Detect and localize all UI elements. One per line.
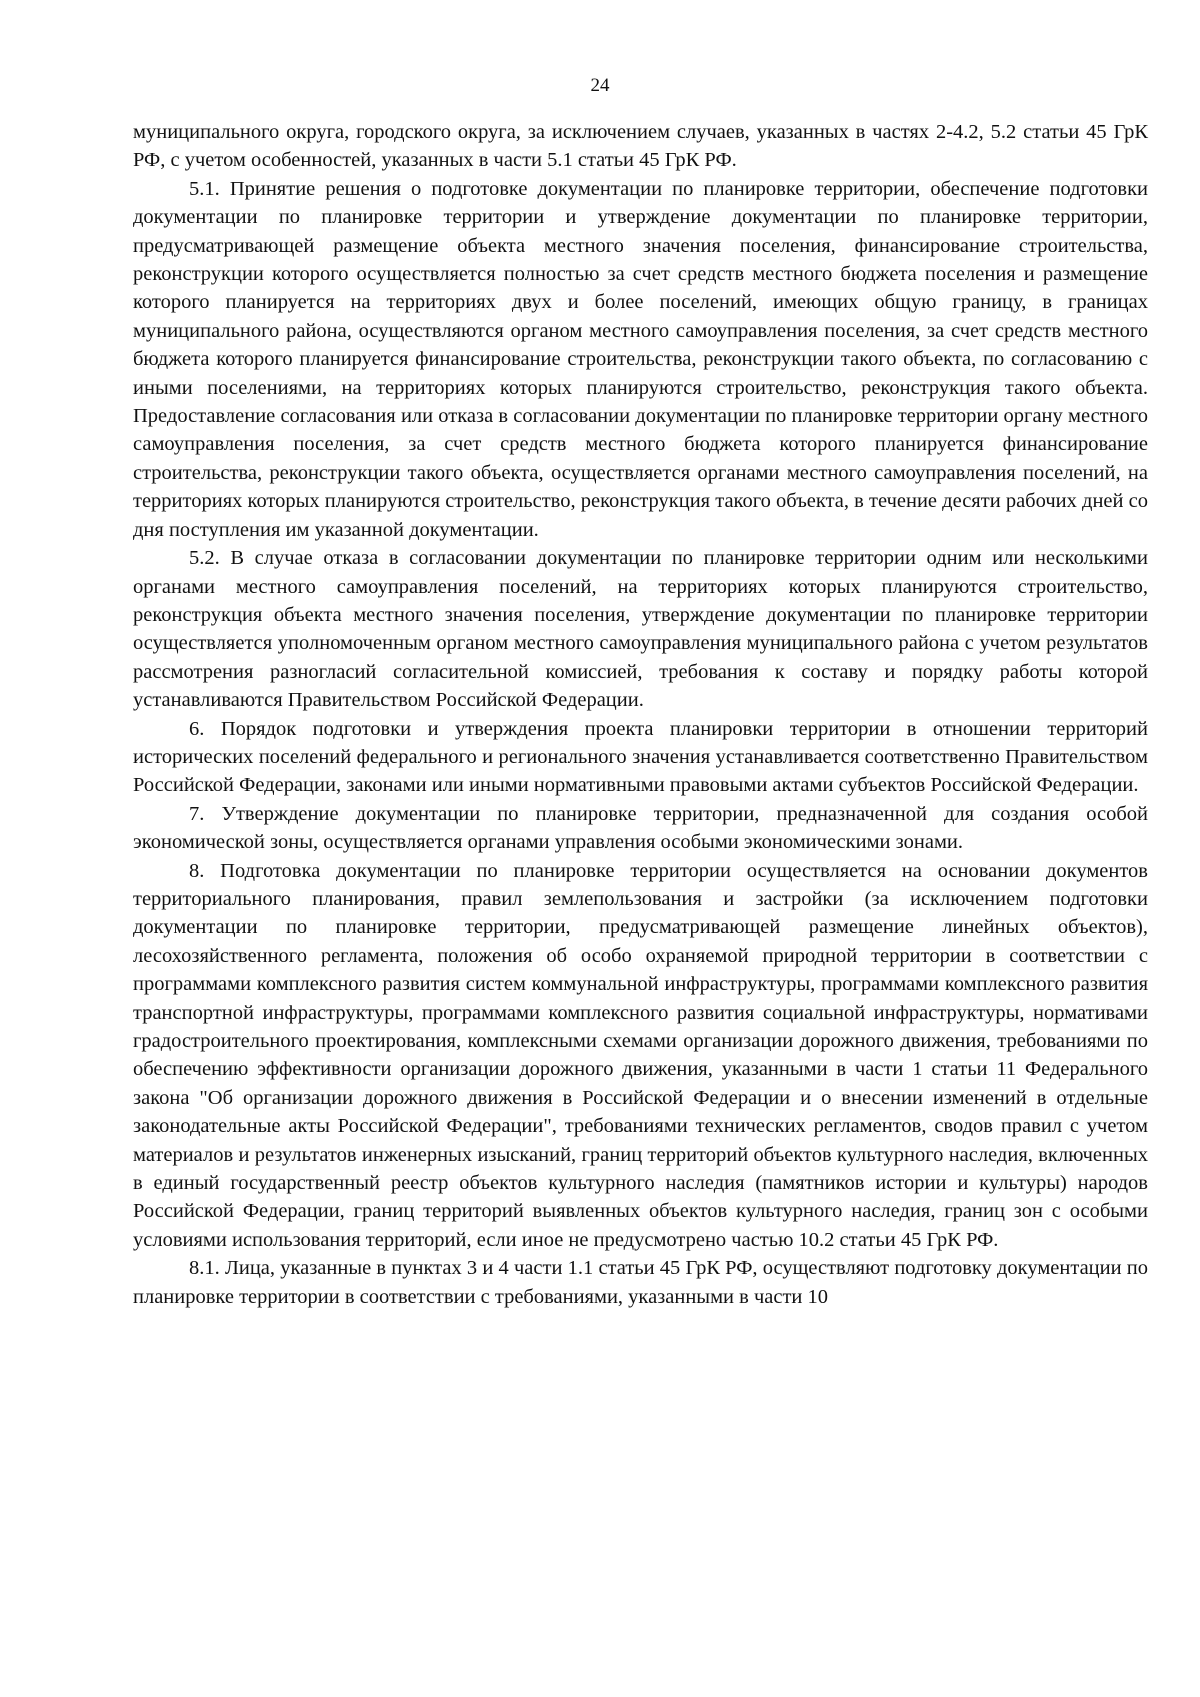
page-number: 24 <box>590 75 610 96</box>
paragraph-continuation: муниципального округа, городского округа, за исключением случаев, указанных в частях 2-4.2, 5.2 статьи 45 ГрК РФ, с учетом особенностей, указанных в части 5.1 статьи 45 ГрК РФ. <box>133 121 1148 172</box>
paragraph-7: 7. Утверждение документации по планировке территории, предназначенной для создания особой экономической зоны, осуществляется органами управления особыми экономическими зонами. <box>133 802 1148 854</box>
paragraph-8-1: 8.1. Лица, указанные в пунктах 3 и 4 части 1.1 статьи 45 ГрК РФ, осуществляют подготовку документации по планировке территории в соответствии с требованиями, указанными в части 10 <box>133 1257 1148 1308</box>
paragraph-8: 8. Подготовка документации по планировке территории осуществляется на основании документов территориального планирования, правил землепользования и застройки (за исключением подготовки документации по планировке территории, предусматривающей размещение линейных объектов), лесохозяйственного регламента, положения об особо охраняемой природной территории в соответствии с программами комплексного развития систем коммунальной инфраструктуры, программами комплексного развития транспортной инфраструктуры, программами комплексного развития социальной инфраструктуры, нормативами градостроительного проектирования, комплексными схемами организации дорожного движения, требованиями по обеспечению эффективности организации дорожного движения, указанными в части 1 статьи 11 Федерального закона "Об организации дорожного движения в Российской Федерации и о внесении изменений в отдельные законодательные акты Российской Федерации", требованиями технических регламентов, сводов правил с учетом материалов и результатов инженерных изысканий, границ территорий объектов культурного наследия, включенных в единый государственный реестр объектов культурного наследия (памятников истории и культуры) народов Российской Федерации, границ территорий выявленных объектов культурного наследия, границ зон с особыми условиями использования территорий, если иное не предусмотрено частью 10.2 статьи 45 ГрК РФ. <box>133 859 1148 1251</box>
paragraph-5-2: 5.2. В случае отказа в согласовании документации по планировке территории одним или несколькими органами местного самоуправления поселений, на территориях которых планируются строительство, реконструкция объекта местного значения поселения, утверждение документации по планировке территории осуществляется уполномоченным органом местного самоуправления муниципального района с учетом результатов рассмотрения разногласий согласительной комиссией, требования к составу и порядку работы которой устанавливаются Правительством Российской Федерации. <box>133 547 1148 712</box>
paragraph-5-1: 5.1. Принятие решения о подготовке документации по планировке территории, обеспечение подготовки документации по планировке территории и утверждение документации по планировке территории, предусматривающей размещение объекта местного значения поселения, финансирование строительства, реконструкции которого осуществляется полностью за счет средств местного бюджета поселения и размещение которого планируется на территориях двух и более поселений, имеющих общую границу, в границах муниципального района, осуществляются органом местного самоуправления поселения, за счет средств местного бюджета которого планируется финансирование строительства, реконструкции такого объекта, по согласованию с иными поселениями, на территориях которых планируются строительство, реконструкция такого объекта. Предоставление согласования или отказа в согласовании документации по планировке территории органу местного самоуправления поселения, за счет средств местного бюджета которого планируется финансирование строительства, реконструкции такого объекта, осуществляется органами местного самоуправления поселений, на территориях которых планируются строительство, реконструкция такого объекта, в течение десяти рабочих дней со дня поступления им указанной документации. <box>133 177 1148 541</box>
document-body <box>133 118 1148 1311</box>
paragraph-6: 6. Порядок подготовки и утверждения проекта планировки территории в отношении территорий исторических поселений федерального и регионального значения устанавливается соответственно Правительством Российской Федерации, законами или иными нормативными правовыми актами субъектов Российской Федерации. <box>133 717 1148 797</box>
